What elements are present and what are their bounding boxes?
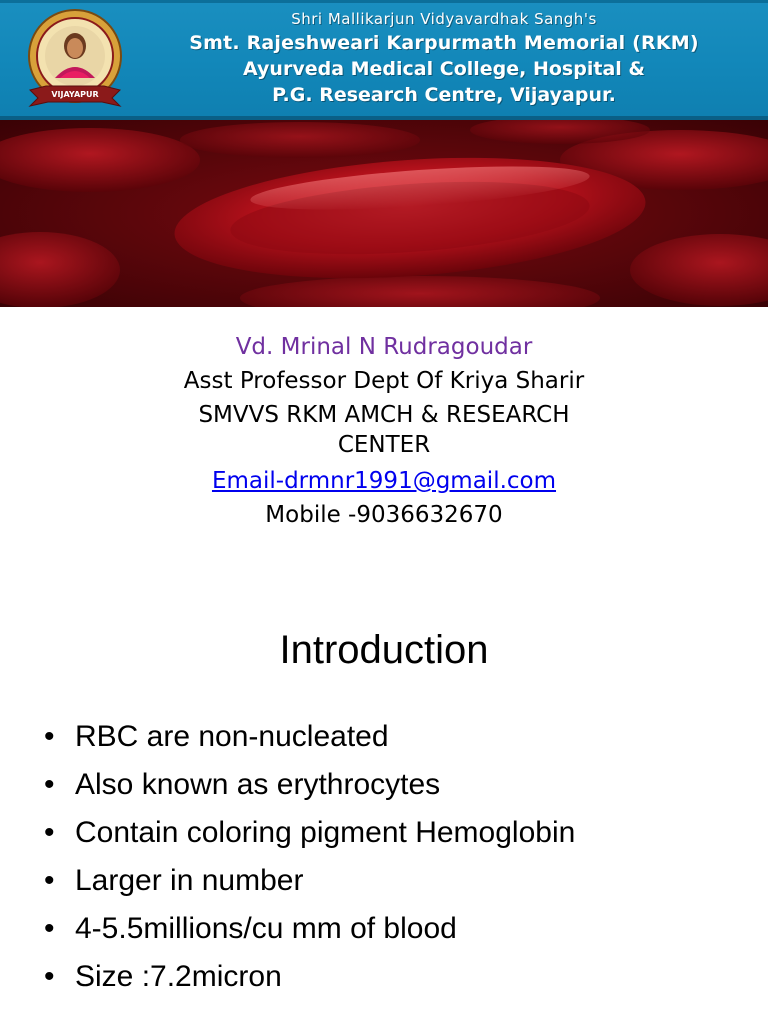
author-email-link[interactable]: Email-drmnr1991@gmail.com	[211, 468, 557, 494]
author-mobile: Mobile -9036632670	[265, 502, 503, 528]
author-institution: SMVVS RKM AMCH & RESEARCH CENTER	[198, 402, 570, 458]
logo-caption: VIJAYAPUR	[51, 90, 99, 99]
section-title: Introduction	[279, 628, 489, 672]
list-item	[44, 714, 575, 762]
bullet-icon: •	[44, 768, 55, 801]
college-line-2: Ayurveda Medical College, Hospital &	[243, 58, 645, 80]
list-item-text: 4-5.5millions/cu mm of blood	[75, 912, 457, 945]
list-item-text: RBC are non-nucleated	[75, 720, 389, 753]
list-item-text: Size :7.2micron	[75, 960, 282, 993]
red-blood-cell-image	[0, 120, 768, 307]
banner-top-stripe	[0, 0, 768, 3]
college-line-1: Smt. Rajeshweari Karpurmath Memorial (RKM)	[189, 32, 699, 54]
list-item	[44, 810, 575, 858]
list-item-text: Contain coloring pigment Hemoglobin	[75, 816, 576, 849]
list-item-text: Also known as erythrocytes	[75, 768, 441, 801]
list-item	[44, 762, 575, 810]
college-name-block	[134, 8, 754, 108]
list-item	[44, 858, 575, 906]
bullet-icon: •	[44, 960, 55, 993]
rbc-illustration	[0, 120, 768, 307]
list-item	[44, 954, 575, 1002]
bullet-icon: •	[44, 720, 55, 753]
author-designation: Asst Professor Dept Of Kriya Sharir	[183, 368, 585, 394]
author-name: Vd. Mrinal N Rudragoudar	[235, 334, 533, 360]
bullet-icon: •	[44, 912, 55, 945]
college-header-banner	[0, 0, 768, 120]
bullet-icon: •	[44, 864, 55, 897]
bullet-list	[44, 714, 575, 1002]
bullet-icon: •	[44, 816, 55, 849]
list-item	[44, 906, 575, 954]
org-line: Shri Mallikarjun Vidyavardhak Sangh's	[291, 10, 597, 28]
list-item-text: Larger in number	[75, 864, 304, 897]
college-line-3: P.G. Research Centre, Vijayapur.	[272, 84, 616, 106]
author-info	[0, 330, 768, 532]
